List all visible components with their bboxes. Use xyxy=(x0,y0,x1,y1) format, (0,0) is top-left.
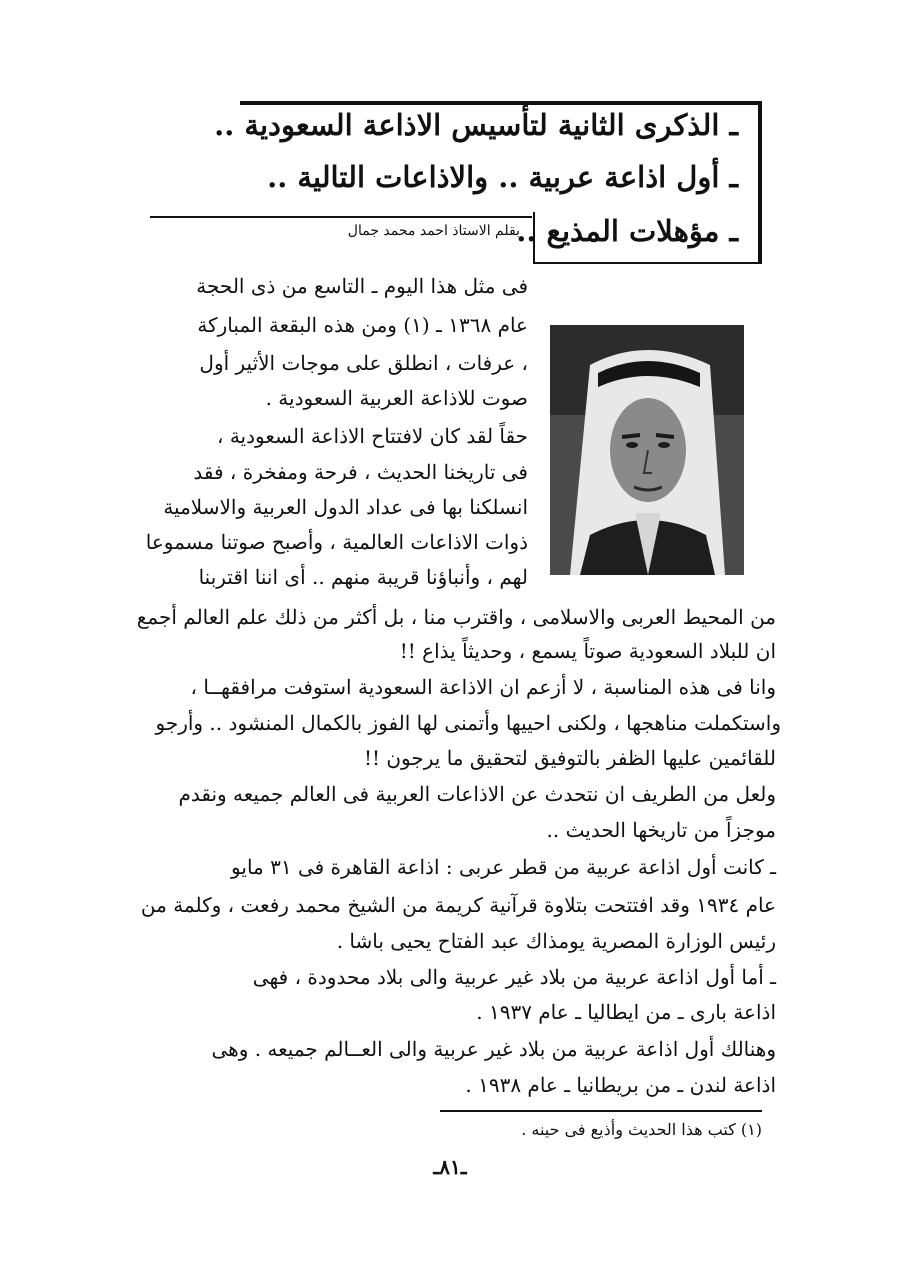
header-line-1: ـ الذكرى الثانية لتأسيس الاذاعة السعودية .. xyxy=(214,108,738,142)
article-line-7: انسلكنا بها فى عداد الدول العربية والاسلامية xyxy=(163,495,528,519)
article-line-20: ـ أما أول اذاعة عربية من بلاد غير عربية والى بلاد محدودة ، فهى xyxy=(252,965,776,989)
article-line-15: ولعل من الطريف ان نتحدث عن الاذاعات العربية فى العالم جميعه ونقدم xyxy=(178,782,776,806)
header-frame-top-rule xyxy=(240,101,760,105)
header-frame-bottom-rule xyxy=(533,262,762,264)
page-number: ـ٨١ـ xyxy=(433,1155,467,1179)
article-line-22: وهنالك أول اذاعة عربية من بلاد غير عربية والى العــالم جميعه . وهى xyxy=(211,1037,776,1061)
article-line-21: اذاعة بارى ـ من ايطاليا ـ عام ١٩٣٧ . xyxy=(476,1000,776,1024)
footnote: (١) كتب هذا الحديث وأذيع فى حينه . xyxy=(521,1120,762,1139)
portrait-illustration xyxy=(550,325,744,575)
footnote-rule xyxy=(440,1110,762,1112)
article-line-12: وانا فى هذه المناسبة ، لا أزعم ان الاذاعة السعودية استوفت مرافقهــا ، xyxy=(190,675,776,699)
header-line-2: ـ أول اذاعة عربية .. والاذاعات التالية .. xyxy=(267,160,738,194)
article-line-3: ، عرفات ، انطلق على موجات الأثير أول xyxy=(199,351,528,375)
article-line-8: ذوات الاذاعات العالمية ، وأصبح صوتنا مسموعا xyxy=(145,530,528,554)
article-line-19: رئيس الوزارة المصرية يومذاك عبد الفتاح يحيى باشا . xyxy=(336,929,776,953)
header-frame-right-rule xyxy=(758,101,762,263)
article-line-9: لهم ، وأنباؤنا قريبة منهم .. أى اننا اقتربنا xyxy=(198,565,528,589)
article-line-6: فى تاريخنا الحديث ، فرحة ومفخرة ، فقد xyxy=(193,460,528,484)
article-line-2: عام ١٣٦٨ ـ (١) ومن هذه البقعة المباركة xyxy=(197,313,528,337)
article-line-16: موجزاً من تاريخها الحديث .. xyxy=(546,818,776,842)
article-line-14: للقائمين عليها الظفر بالتوفيق لتحقيق ما يرجون !! xyxy=(363,746,776,770)
article-line-5: حقاً لقد كان لافتتاح الاذاعة السعودية ، xyxy=(217,424,528,448)
article-line-11: ان للبلاد السعودية صوتاً يسمع ، وحديثاً يذاع !! xyxy=(399,639,776,663)
author-byline: بقلم الاستاذ احمد محمد جمال xyxy=(347,223,520,239)
article-line-13: واستكملت مناهجها ، ولكنى احييها وأتمنى لها الفوز بالكمال المنشود .. وأرجو xyxy=(155,711,781,735)
author-portrait-photo xyxy=(550,325,744,575)
article-line-17: ـ كانت أول اذاعة عربية من قطر عربى : اذاعة القاهرة فى ٣١ مايو xyxy=(231,855,776,879)
article-line-18: عام ١٩٣٤ وقد افتتحت بتلاوة قرآنية كريمة من الشيخ محمد رفعت ، وكلمة من xyxy=(140,893,776,917)
header-line-3: ـ مؤهلات المذيع .. xyxy=(516,214,738,248)
article-line-10: من المحيط العربى والاسلامى ، واقترب منا ، بل أكثر من ذلك علم العالم أجمع xyxy=(136,605,776,629)
article-line-4: صوت للاذاعة العربية السعودية . xyxy=(265,386,528,410)
article-line-1: فى مثل هذا اليوم ـ التاسع من ذى الحجة xyxy=(196,274,528,298)
article-line-23: اذاعة لندن ـ من بريطانيا ـ عام ١٩٣٨ . xyxy=(465,1073,776,1097)
byline-rule xyxy=(150,216,532,218)
